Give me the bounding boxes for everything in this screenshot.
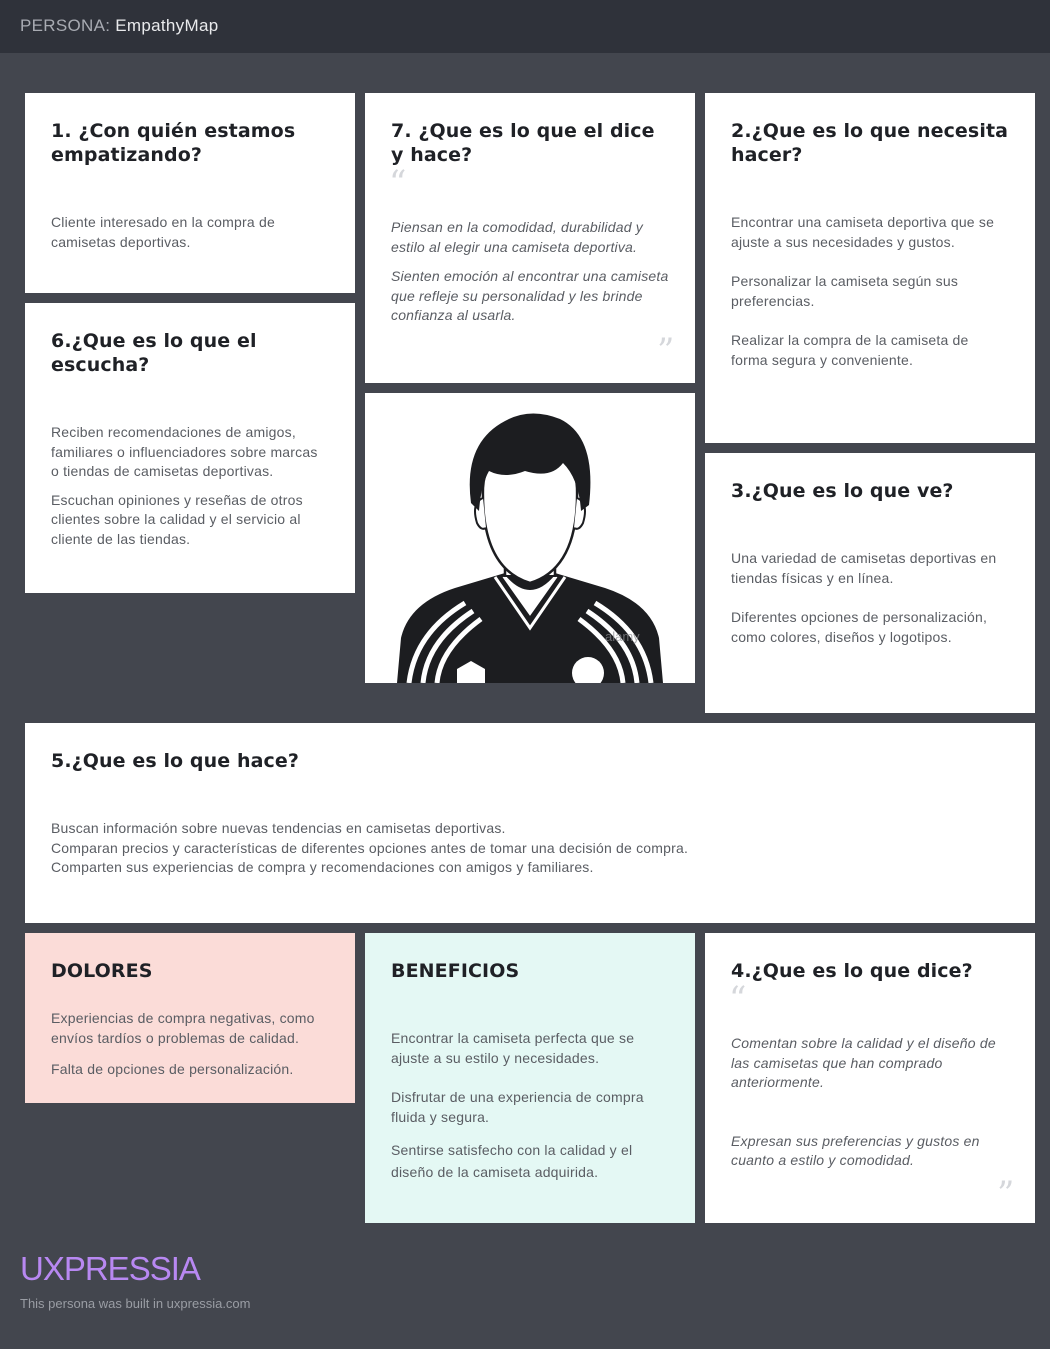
card-text: Buscan información sobre nuevas tendencias en camisetas deportivas. <box>51 820 506 836</box>
card-title: 7. ¿Que es lo que el dice y hace? <box>391 120 655 166</box>
card-text: Sienten emoción al encontrar una camiseta que refleje su personalidad y les brinde confianza al usarla. <box>391 268 669 323</box>
card-title: 5.¿Que es lo que hace? <box>51 750 299 772</box>
card-needs-to-do <box>705 93 1035 443</box>
title-name: EmpathyMap <box>115 16 219 35</box>
card-text: Comparan precios y características de diferentes opciones antes de tomar una decisión de compra. <box>51 839 689 856</box>
card-text: Experiencias de compra negativas, como envíos tardíos o problemas de calidad. <box>51 1010 315 1046</box>
card-hears <box>25 303 355 593</box>
title-prefix: PERSONA: <box>20 16 111 35</box>
card-text: Personalizar la camiseta según sus preferencias. <box>731 273 959 309</box>
card-text: Diferentes opciones de personalización, como colores, diseños y logotipos. <box>731 609 988 645</box>
card-sees <box>705 453 1035 713</box>
card-title: 3.¿Que es lo que ve? <box>731 480 954 502</box>
card-title: 1. ¿Con quién estamos empatizando? <box>51 120 296 166</box>
card-text: Encontrar la camiseta perfecta que se ajuste a su estilo y necesidades. <box>391 1030 635 1066</box>
card-pains <box>25 933 355 1103</box>
card-text: Sentirse satisfecho con la calidad y el diseño de la camiseta adquirida. <box>391 1142 633 1180</box>
card-text: Cliente interesado en la compra de camisetas deportivas. <box>51 214 275 250</box>
card-text: Comentan sobre la calidad y el diseño de las camisetas que han comprado anteriormente. <box>731 1035 996 1090</box>
persona-avatar-icon <box>365 393 695 683</box>
page-title <box>20 16 218 36</box>
top-bar <box>0 0 1050 53</box>
card-text: Falta de opciones de personalización. <box>51 1061 294 1077</box>
card-gains <box>365 933 695 1223</box>
card-title: 2.¿Que es lo que necesita hacer? <box>731 120 1009 166</box>
card-text: Comparten sus experiencias de compra y recomendaciones con amigos y familiares. <box>51 859 594 875</box>
card-says-and-does <box>365 93 695 383</box>
card-empathize-with <box>25 93 355 293</box>
card-text: Expresan sus preferencias y gustos en cuanto a estilo y comodidad. <box>731 1132 980 1168</box>
photo-watermark: alamy <box>605 629 640 644</box>
persona-photo <box>365 393 695 683</box>
card-text: Escuchan opiniones y reseñas de otros clientes sobre la calidad y el servicio al cliente de las tiendas. <box>51 491 303 547</box>
card-does <box>25 723 1035 923</box>
uxpressia-logo[interactable]: UXPRESSIA <box>20 1250 200 1287</box>
card-text: Piensan en la comodidad, durabilidad y estilo al elegir una camiseta deportiva. <box>391 219 643 255</box>
card-title: 6.¿Que es lo que el escucha? <box>51 330 257 376</box>
card-title: DOLORES <box>51 960 153 982</box>
quote-open-icon: “ <box>729 979 747 1019</box>
card-text: Encontrar una camiseta deportiva que se ajuste a sus necesidades y gustos. <box>731 214 995 250</box>
card-title: BENEFICIOS <box>391 960 520 982</box>
card-text: Reciben recomendaciones de amigos, familiares o influenciadores sobre marcas o tiendas de camisetas deportivas. <box>51 424 318 479</box>
card-says <box>705 933 1035 1223</box>
card-text: Disfrutar de una experiencia de compra fluida y segura. <box>391 1089 644 1125</box>
card-title: 4.¿Que es lo que dice? <box>731 960 973 982</box>
card-text: Una variedad de camisetas deportivas en tiendas físicas y en línea. <box>731 550 997 586</box>
card-text: Realizar la compra de la camiseta de forma segura y conveniente. <box>731 332 969 368</box>
quote-close-icon: ” <box>657 331 675 371</box>
quote-open-icon: “ <box>389 163 407 203</box>
quote-close-icon: ” <box>997 1174 1015 1214</box>
footer-credit: This persona was built in uxpressia.com <box>20 1296 251 1311</box>
